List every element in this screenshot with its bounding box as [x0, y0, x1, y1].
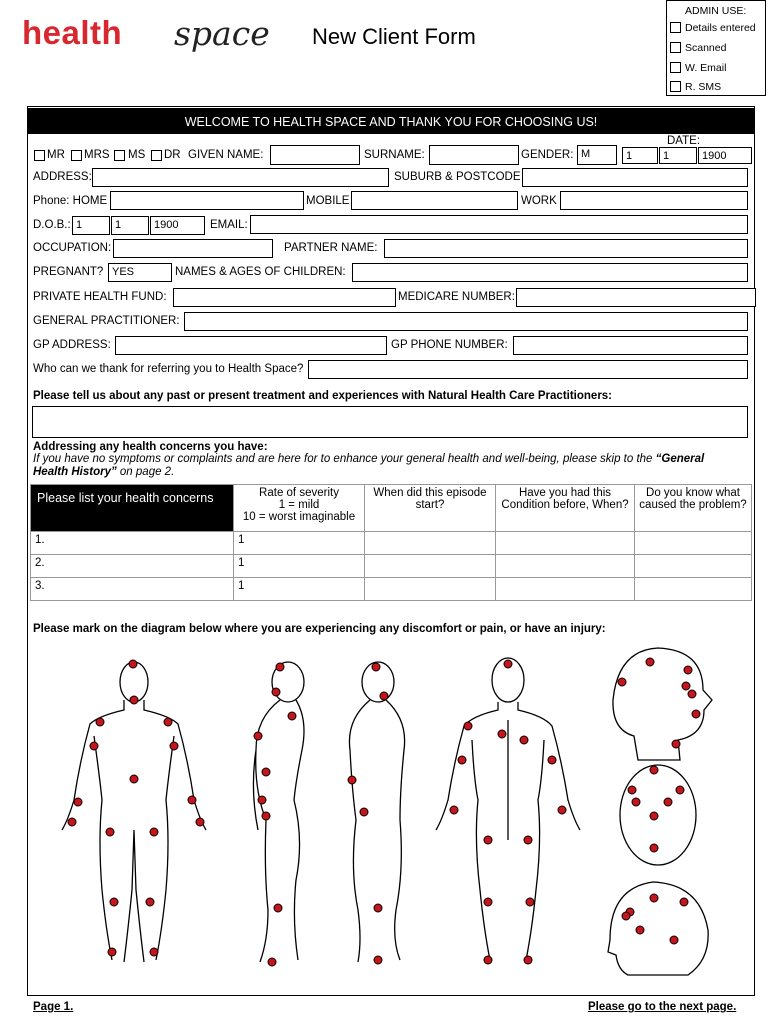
pregnant-label: PREGNANT?: [33, 266, 104, 278]
phone-home-field[interactable]: [110, 191, 304, 210]
medicare-label: MEDICARE NUMBER:: [398, 291, 515, 303]
children-field[interactable]: [352, 263, 748, 282]
suburb-label: SUBURB & POSTCODE: [394, 171, 521, 183]
dob-year-field[interactable]: 1900: [150, 216, 205, 235]
col-health-concerns: Please list your health concerns: [31, 485, 234, 532]
episode-cell[interactable]: [365, 532, 496, 555]
admin-label-scanned: Scanned: [685, 42, 727, 54]
suburb-field[interactable]: [522, 168, 748, 187]
row-number[interactable]: 1.: [31, 532, 234, 555]
gp-label: GENERAL PRACTITIONER:: [33, 315, 180, 327]
gender-label: GENDER:: [521, 149, 574, 161]
head-side-figure: [613, 648, 712, 760]
concerns-heading: Addressing any health concerns you have:: [33, 441, 268, 453]
phone-home-label: Phone: HOME: [33, 195, 108, 207]
health-fund-label: PRIVATE HEALTH FUND:: [33, 291, 167, 303]
mobile-label: MOBILE: [306, 195, 350, 207]
dob-day-field[interactable]: 1: [72, 216, 110, 235]
health-concerns-table: [30, 484, 752, 601]
partner-label: PARTNER NAME:: [284, 242, 378, 254]
table-row: [31, 555, 752, 578]
gp-phone-field[interactable]: [513, 336, 748, 355]
referral-label: Who can we thank for referring you to Health Space?: [33, 363, 304, 375]
severity-value[interactable]: 1: [234, 578, 365, 601]
date-label: DATE:: [667, 135, 701, 147]
title-dr-label: DR: [164, 149, 181, 161]
title-mr-checkbox[interactable]: [34, 150, 45, 161]
logo-health: health: [22, 14, 123, 51]
front-body-figure: [62, 662, 206, 962]
date-day-field[interactable]: 1: [622, 147, 658, 164]
condition-cell[interactable]: [496, 555, 635, 578]
date-month-field[interactable]: 1: [659, 147, 697, 164]
episode-cell[interactable]: [365, 578, 496, 601]
title-ms-checkbox[interactable]: [114, 150, 125, 161]
email-field[interactable]: [250, 215, 748, 234]
date-year-field[interactable]: 1900: [698, 147, 752, 164]
admin-checkbox-details[interactable]: [670, 22, 681, 33]
condition-cell[interactable]: [496, 532, 635, 555]
health-fund-field[interactable]: [173, 288, 396, 307]
admin-label-details: Details entered: [685, 22, 756, 34]
title-dr-checkbox[interactable]: [151, 150, 162, 161]
children-label: NAMES & AGES OF CHILDREN:: [175, 266, 346, 278]
dob-month-field[interactable]: 1: [111, 216, 149, 235]
col-severity: Rate of severity 1 = mild 10 = worst imaginable: [234, 485, 365, 532]
work-label: WORK: [521, 195, 557, 207]
cause-cell[interactable]: [635, 578, 752, 601]
mobile-field[interactable]: [351, 191, 518, 210]
title-mr-label: MR: [47, 149, 65, 161]
title-mrs-label: MRS: [84, 149, 110, 161]
admin-label-sms: R. SMS: [685, 81, 722, 93]
row-number[interactable]: 2.: [31, 555, 234, 578]
concerns-note-end: on page 2.: [116, 466, 175, 478]
side-back-figure: [349, 662, 404, 962]
side-body-figure: [253, 662, 304, 962]
head-back-side-figure: [608, 882, 708, 975]
partner-field[interactable]: [384, 239, 748, 258]
admin-use-box: [666, 0, 766, 96]
work-field[interactable]: [560, 191, 748, 210]
body-diagram[interactable]: [28, 640, 754, 980]
given-name-field[interactable]: [270, 145, 360, 165]
title-mrs-checkbox[interactable]: [71, 150, 82, 161]
col-condition-before: Have you had this Condition before, When?: [496, 485, 635, 532]
row-number[interactable]: 3.: [31, 578, 234, 601]
address-label: ADDRESS:: [33, 171, 92, 183]
admin-checkbox-sms[interactable]: [670, 81, 681, 92]
severity-value[interactable]: 1: [234, 532, 365, 555]
past-treatment-field[interactable]: [32, 406, 748, 438]
dob-label: D.O.B.:: [33, 219, 71, 231]
page-number: Page 1.: [33, 1001, 74, 1013]
concerns-note: [33, 453, 733, 479]
severity-value[interactable]: 1: [234, 555, 365, 578]
condition-cell[interactable]: [496, 578, 635, 601]
gp-phone-label: GP PHONE NUMBER:: [391, 339, 508, 351]
diagram-instruction: Please mark on the diagram below where you are experiencing any discomfort or pain, or have an injury:: [33, 623, 606, 635]
table-row: [31, 578, 752, 601]
referral-field[interactable]: [308, 360, 748, 379]
admin-checkbox-scanned[interactable]: [670, 42, 681, 53]
title-ms-label: MS: [128, 149, 146, 161]
surname-label: SURNAME:: [364, 149, 425, 161]
address-field[interactable]: [92, 168, 389, 187]
given-name-label: GIVEN NAME:: [188, 149, 264, 161]
welcome-banner: WELCOME TO HEALTH SPACE AND THANK YOU FOR CHOOSING US!: [28, 108, 754, 134]
next-page-note: Please go to the next page.: [588, 1001, 737, 1013]
cause-cell[interactable]: [635, 532, 752, 555]
surname-field[interactable]: [429, 145, 519, 165]
col-cause: Do you know what caused the problem?: [635, 485, 752, 532]
col-episode-start: When did this episode start?: [365, 485, 496, 532]
logo-space: space: [174, 14, 270, 53]
gp-address-label: GP ADDRESS:: [33, 339, 111, 351]
pregnant-field[interactable]: YES: [108, 263, 172, 282]
medicare-field[interactable]: [516, 288, 756, 307]
cause-cell[interactable]: [635, 555, 752, 578]
episode-cell[interactable]: [365, 555, 496, 578]
form-title: New Client Form: [312, 24, 476, 49]
concerns-note-link: “General Health History”: [33, 453, 705, 478]
occupation-label: OCCUPATION:: [33, 242, 112, 254]
admin-title: ADMIN USE:: [685, 5, 747, 17]
gp-address-field[interactable]: [115, 336, 387, 355]
concerns-note-text: If you have no symptoms or complaints and are here for to enhance your general health and well-being, please skip to the: [33, 453, 656, 465]
gp-field[interactable]: [184, 312, 748, 331]
gender-field[interactable]: M: [577, 145, 617, 165]
admin-label-email: W. Email: [685, 62, 727, 74]
occupation-field[interactable]: [113, 239, 273, 258]
table-row: [31, 532, 752, 555]
past-treatment-label: Please tell us about any past or present treatment and experiences with Natural Health Care Practitioners:: [33, 390, 613, 402]
table-header-row: [31, 485, 752, 532]
admin-checkbox-email[interactable]: [670, 62, 681, 73]
email-label: EMAIL:: [210, 219, 248, 231]
